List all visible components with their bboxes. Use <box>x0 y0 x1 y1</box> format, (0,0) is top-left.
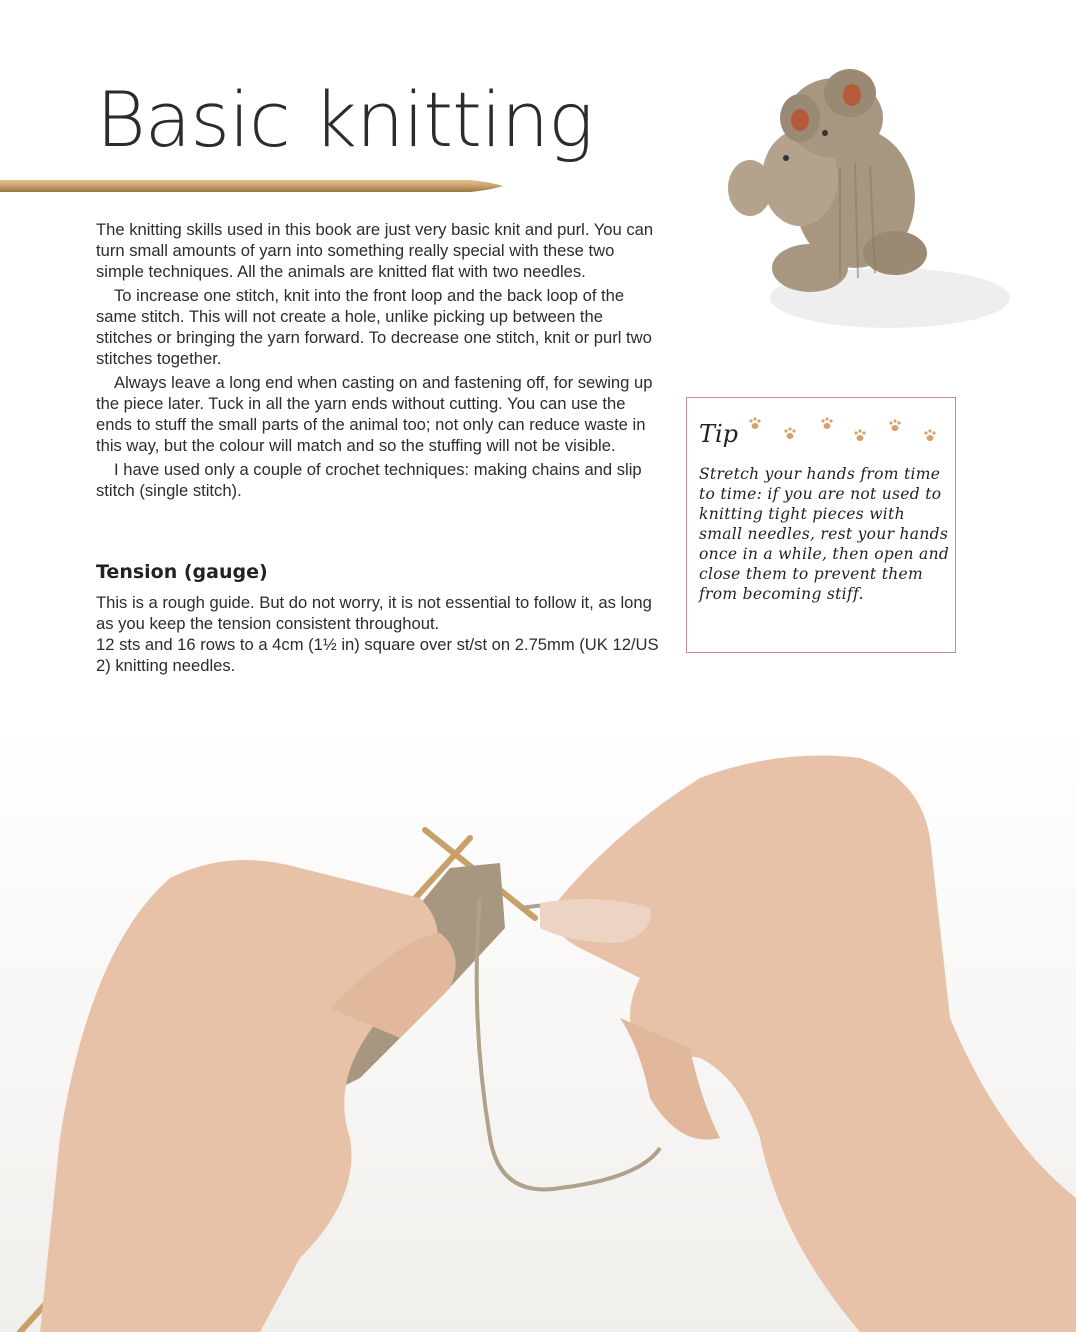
paw-prints-icon <box>745 414 945 446</box>
knitted-animal-photo <box>690 48 1020 338</box>
intro-text <box>96 219 660 504</box>
tension-paragraph: This is a rough guide. But do not worry, it is not essential to follow it, as long as you keep the tension consistent throughout. <box>96 593 652 633</box>
hands-knitting-photo <box>0 718 1076 1332</box>
intro-paragraph: Always leave a long end when casting on and fastening off, for sewing up the piece later. Tuck in all the yarn ends without cutting. You can use the ends to stuff the small parts of the animal too; not only can reduce waste in this way, but the colour will match and so the stuffing will not be visible. <box>96 373 653 455</box>
tension-text <box>96 592 660 676</box>
tension-paragraph: 12 sts and 16 rows to a 4cm (1½ in) square over st/st on 2.75mm (UK 12/US 2) knitting needles. <box>96 635 659 675</box>
knitting-needle-divider <box>0 174 505 198</box>
tip-text: Stretch your hands from time to time: if you are not used to knitting tight pieces with small needles, rest your hands once in a while, then open and close them to prevent them from becoming stiff. <box>699 465 950 603</box>
intro-paragraph: To increase one stitch, knit into the front loop and the back loop of the same stitch. This will not create a hole, unlike picking up between the stitches or bringing the yarn forward. To decrease one stitch, knit or purl two stitches together. <box>96 286 652 368</box>
tip-box <box>686 397 956 653</box>
tension-heading: Tension (gauge) <box>96 561 268 583</box>
tip-title: Tip <box>699 420 739 448</box>
intro-paragraph: The knitting skills used in this book are just very basic knit and purl. You can turn small amounts of yarn into something really special with these two simple techniques. All the animals are knitted flat with two needles. <box>96 220 654 281</box>
intro-paragraph: I have used only a couple of crochet techniques: making chains and slip stitch (single stitch). <box>96 460 642 500</box>
page-title: Basic knitting <box>96 75 593 164</box>
